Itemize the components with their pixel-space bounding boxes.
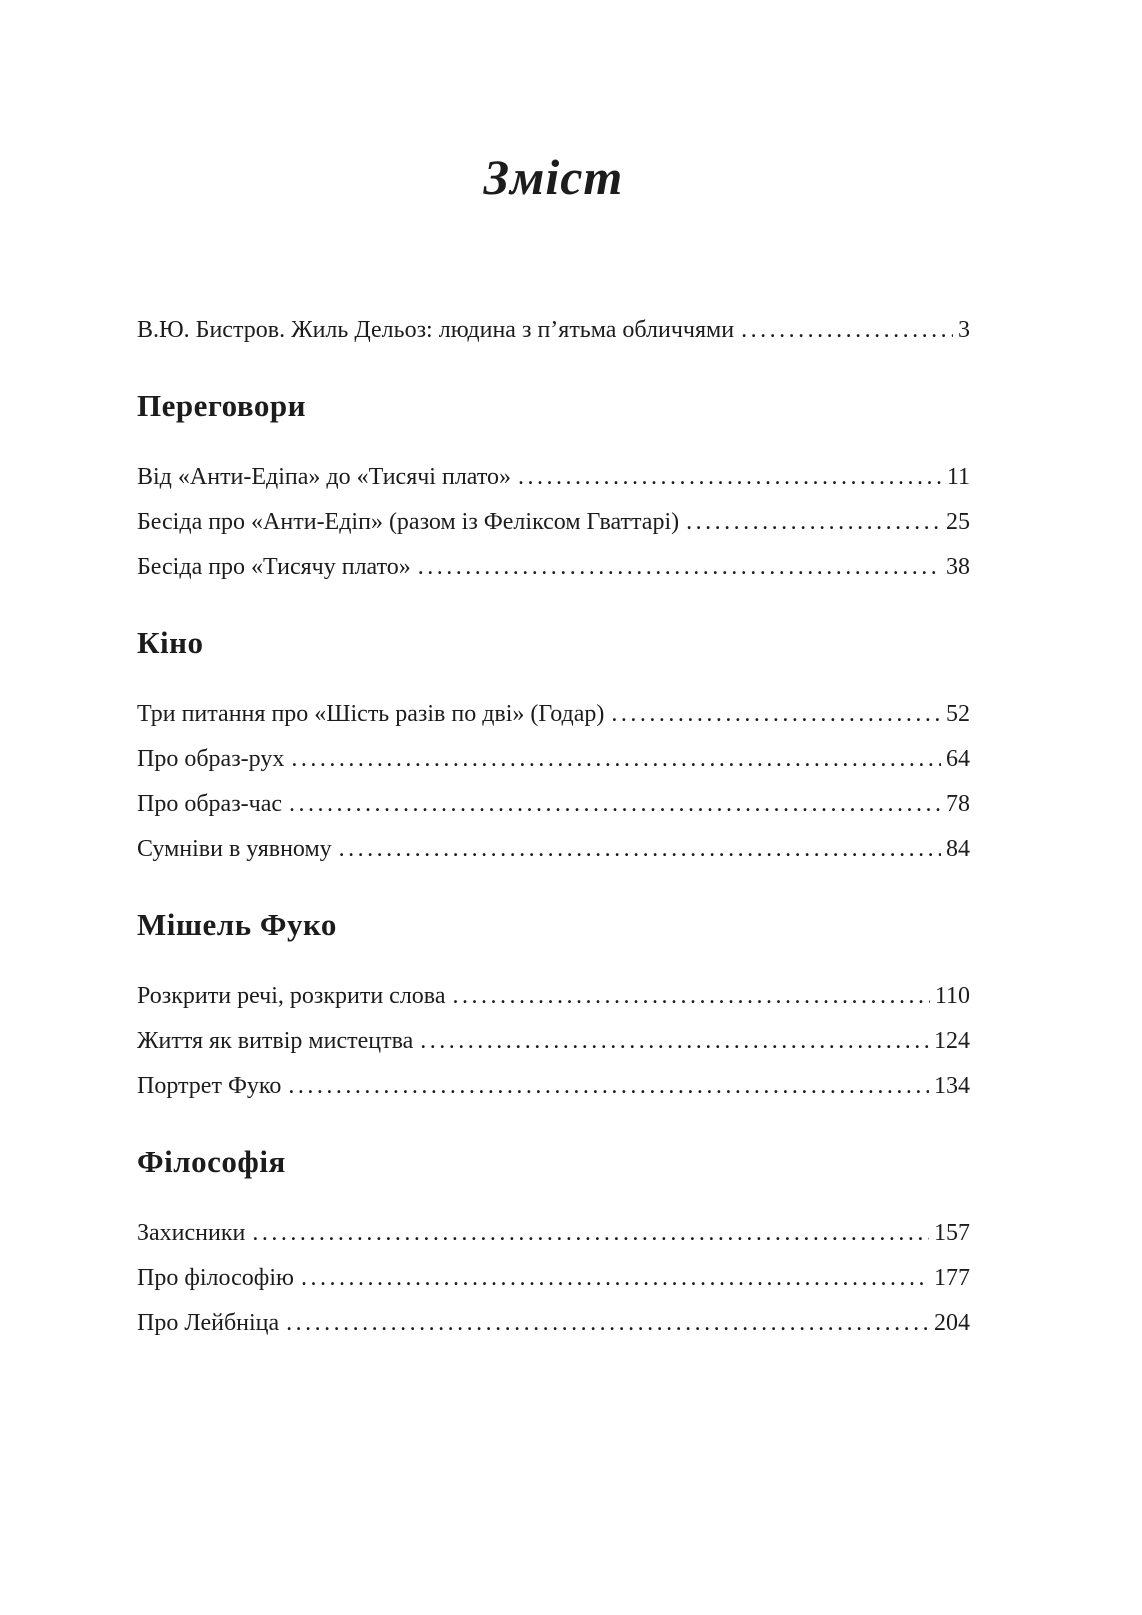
toc-entry-label: Захисники [137, 1220, 246, 1246]
toc-entry [137, 1029, 970, 1053]
dot-leader [301, 1266, 929, 1290]
dot-leader [289, 792, 941, 816]
page-title: Зміст [483, 149, 624, 205]
toc-entry-label: Про образ-час [137, 791, 283, 817]
toc-entry [137, 747, 970, 771]
toc-entry [137, 702, 970, 726]
section-heading: Кіно [137, 625, 204, 660]
toc-entry-page: 38 [946, 554, 970, 580]
toc-entry-page: 78 [946, 791, 970, 817]
toc-entry [137, 984, 970, 1008]
toc-entry-page: 110 [934, 983, 970, 1009]
toc-entry-label: Бесіда про «Тисячу плато» [137, 554, 411, 580]
dot-leader [339, 837, 941, 861]
toc-entry-label: Бесіда про «Анти-Едіп» (разом із Феліксом Гваттарі) [137, 509, 680, 535]
toc-entry-label: Портрет Фуко [137, 1073, 282, 1099]
toc-entry-label: Про філософію [137, 1265, 294, 1291]
toc-entry-page: 134 [934, 1073, 970, 1099]
toc-entry-page: 3 [958, 317, 970, 343]
toc-entry-page: 157 [934, 1220, 970, 1246]
dot-leader [420, 1029, 929, 1053]
toc-entry-page: 124 [934, 1028, 970, 1054]
dot-leader [252, 1221, 929, 1245]
toc-entry-label: Про образ-рух [137, 746, 285, 772]
toc-entry [137, 1074, 970, 1098]
dot-leader [286, 1311, 929, 1335]
section-heading: Мішель Фуко [137, 907, 337, 942]
toc-entry-label: Три питання про «Шість разів по дві» (Годар) [137, 701, 605, 727]
dot-leader [518, 465, 942, 489]
toc-entry-page: 177 [934, 1265, 970, 1291]
toc-entry-page: 84 [946, 836, 970, 862]
toc-entry-page: 25 [946, 509, 970, 535]
dot-leader [418, 555, 941, 579]
toc-entry [137, 465, 970, 489]
toc-entry-label: Про Лейбніца [137, 1310, 280, 1336]
toc-entry [137, 555, 970, 579]
section-heading: Філософія [137, 1144, 286, 1179]
toc-entry-label: Сумніви в уявному [137, 836, 332, 862]
toc-entry [137, 1311, 970, 1335]
toc-section [137, 390, 970, 579]
dot-leader [288, 1074, 929, 1098]
dot-leader [741, 318, 953, 342]
toc-entry-label: Життя як витвір мистецтва [137, 1028, 414, 1054]
dot-leader [291, 747, 941, 771]
dot-leader [611, 702, 941, 726]
toc-entry [137, 837, 970, 861]
toc-entry-page: 52 [946, 701, 970, 727]
toc-section [137, 909, 970, 1098]
dot-leader [686, 510, 941, 534]
toc-entry-page: 11 [946, 464, 970, 490]
section-heading: Переговори [137, 388, 307, 423]
toc-section [137, 627, 970, 861]
toc-entry [137, 792, 970, 816]
dot-leader [452, 984, 929, 1008]
toc-entry [137, 1221, 970, 1245]
toc-entry [137, 510, 970, 534]
toc-entry-label: Розкрити речі, розкрити слова [137, 983, 446, 1009]
toc-entry-label: Від «Анти-Едіпа» до «Тисячі плато» [137, 464, 511, 490]
toc-section [137, 1146, 970, 1335]
toc-entry-page: 204 [934, 1310, 970, 1336]
toc-entry-label: В.Ю. Бистров. Жиль Дельоз: людина з п’ятьма обличчями [137, 317, 735, 343]
toc-entry-page: 64 [946, 746, 970, 772]
toc-entry [137, 1266, 970, 1290]
toc-entry [137, 318, 970, 342]
